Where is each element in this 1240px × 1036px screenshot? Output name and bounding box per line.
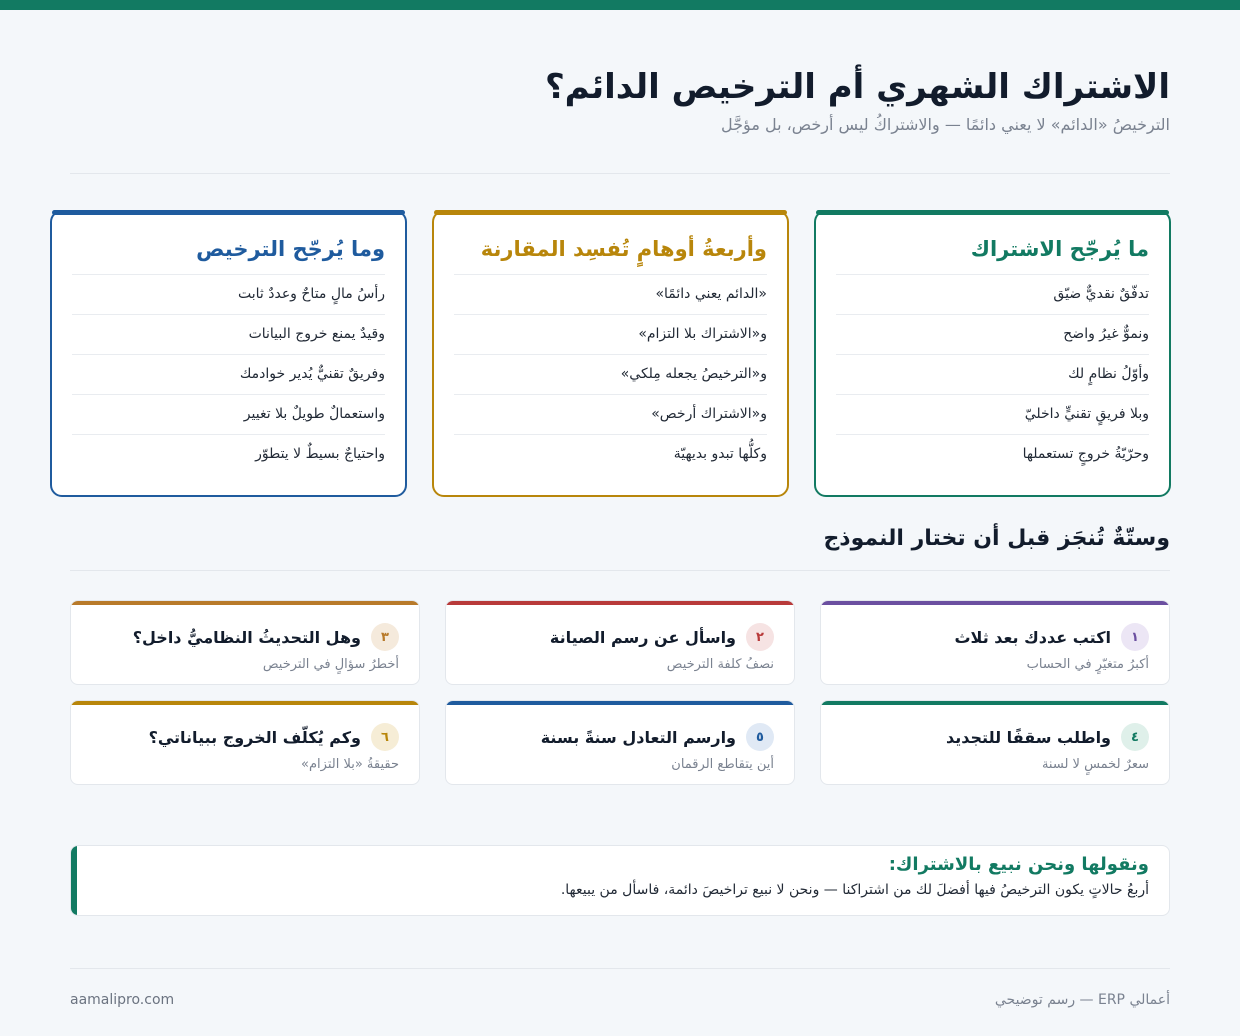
step-accent-bar: [71, 701, 419, 705]
step-accent-bar: [821, 601, 1169, 605]
list-item: و«الاشتراك بلا التزام»: [454, 314, 767, 354]
column-title: ما يُرجّح الاشتراك: [970, 237, 1149, 261]
column-list: [836, 274, 1149, 474]
column-license-factors: [50, 210, 407, 497]
step-title: اكتب عددك بعد ثلاث: [954, 627, 1111, 647]
page-header: [70, 66, 1170, 136]
column-myths: [432, 210, 789, 497]
step-accent-bar: [446, 601, 794, 605]
column-title: وما يُرجّح الترخيص: [196, 237, 385, 261]
column-accent-bar: [816, 210, 1169, 215]
list-item: تدفّقٌ نقديٌّ ضيّق: [836, 274, 1149, 314]
step-description: أخطرُ سؤالٍ في الترخيص: [262, 657, 399, 672]
step-card: [70, 700, 420, 785]
step-card: [445, 700, 795, 785]
list-item: و«الاشتراك أرخص»: [454, 394, 767, 434]
steps-grid: [70, 600, 1170, 785]
list-item: واستعمالٌ طويلٌ بلا تغيير: [72, 394, 385, 434]
step-title: واطلب سقفًا للتجديد: [946, 727, 1111, 747]
column-title: وأربعةُ أوهامٍ تُفسِد المقارنة: [480, 237, 767, 261]
step-title: وارسم التعادل سنةً بسنة: [540, 727, 736, 747]
list-item: وقيدٌ يمنع خروج البيانات: [72, 314, 385, 354]
column-subscription-factors: [814, 210, 1171, 497]
footer-caption: أعمالي ERP — رسم توضيحي: [994, 992, 1170, 1008]
divider: [70, 570, 1170, 571]
divider: [70, 173, 1170, 174]
step-number-badge: ١: [1121, 623, 1149, 651]
step-number-badge: ٣: [371, 623, 399, 651]
list-item: رأسُ مالٍ متاحٌ وعددٌ ثابت: [72, 274, 385, 314]
column-accent-bar: [434, 210, 787, 215]
step-number-badge: ٦: [371, 723, 399, 751]
column-list: [454, 274, 767, 474]
divider: [70, 968, 1170, 969]
list-item: وبلا فريقٍ تقنيٍّ داخليّ: [836, 394, 1149, 434]
callout-accent-bar: [71, 846, 77, 915]
footer-site-link[interactable]: aamalipro.com: [70, 992, 175, 1008]
list-item: وأوّلُ نظامٍ لك: [836, 354, 1149, 394]
step-number-badge: ٤: [1121, 723, 1149, 751]
comparison-columns: [50, 210, 1171, 497]
step-title: وهل التحديثُ النظاميُّ داخل؟: [132, 627, 361, 647]
step-title: وكم يُكلّف الخروج ببياناتي؟: [148, 727, 361, 747]
list-item: ونموٌّ غيرُ واضح: [836, 314, 1149, 354]
page-subtitle: الترخيصُ «الدائم» لا يعني دائمًا — والاشتراكُ ليس أرخص، بل مؤجَّل: [721, 115, 1170, 134]
step-accent-bar: [446, 701, 794, 705]
step-title: واسأل عن رسم الصيانة: [549, 627, 736, 647]
step-description: أكبرُ متغيّرٍ في الحساب: [1026, 657, 1149, 672]
callout-title: ونقولها ونحن نبيع بالاشتراك:: [888, 854, 1149, 875]
callout-text: أربعُ حالاتٍ يكون الترخيصُ فيها أفضلَ لك من اشتراكنا — ونحن لا نبيع تراخيصَ دائمة، فاسأل من يبيعها.: [560, 882, 1149, 898]
step-card: [820, 700, 1170, 785]
list-item: وفريقٌ تقنيٌّ يُدير خوادمك: [72, 354, 385, 394]
step-description: سعرٌ لخمسٍ لا لسنة: [1041, 757, 1149, 772]
list-item: «الدائم يعني دائمًا»: [454, 274, 767, 314]
step-description: حقيقةُ «بلا التزام»: [301, 757, 399, 772]
column-list: [72, 274, 385, 474]
list-item: واحتياجٌ بسيطٌ لا يتطوّر: [72, 434, 385, 474]
steps-section-title: وستّةٌ تُنجَز قبل أن تختار النموذج: [823, 526, 1170, 551]
step-number-badge: ٢: [746, 623, 774, 651]
top-accent-bar: [0, 0, 1240, 10]
column-accent-bar: [52, 210, 405, 215]
step-card: [70, 600, 420, 685]
list-item: وكلُّها تبدو بديهيّة: [454, 434, 767, 474]
step-accent-bar: [71, 601, 419, 605]
step-accent-bar: [821, 701, 1169, 705]
step-number-badge: ٥: [746, 723, 774, 751]
step-description: أين يتقاطع الرقمان: [671, 757, 774, 772]
list-item: وحرّيّةُ خروجٍ تستعملها: [836, 434, 1149, 474]
page-title: الاشتراك الشهري أم الترخيص الدائم؟: [544, 67, 1170, 107]
step-card: [445, 600, 795, 685]
step-card: [820, 600, 1170, 685]
list-item: و«الترخيصُ يجعله مِلكي»: [454, 354, 767, 394]
step-description: نصفُ كلفة الترخيص: [666, 657, 774, 672]
callout-note: [70, 845, 1170, 916]
